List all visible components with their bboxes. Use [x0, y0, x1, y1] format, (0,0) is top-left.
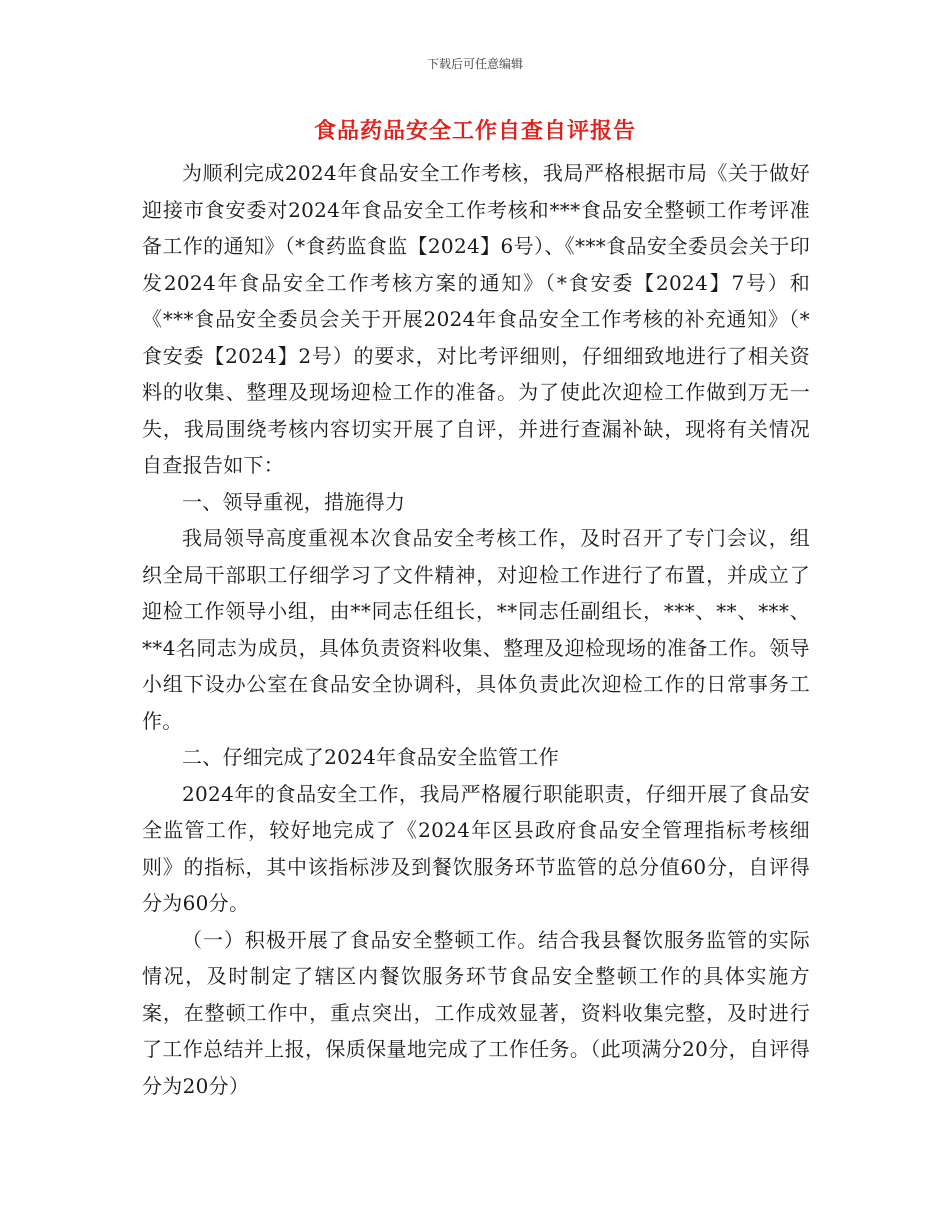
- document-title: 食品药品安全工作自查自评报告: [313, 118, 636, 144]
- paragraph-intro: 为顺利完成2024年食品安全工作考核，我局严格根据市局《关于做好迎接市食安委对2024年食品安全工作考核和***食品安全整顿工作考评准备工作的通知》（*食药监食监【2024】6号）、《***食品安全委员会关于印发2024年食品安全工作考核方案的通知》（*食安委【2024】7号）和《***食品安全委员会关于开展2024年食品安全工作考核的补充通知》（*食安委【2024】2号）的要求，对比考评细则，仔细细致地进行了相关资料的收集、整理及现场迎检工作的准备。为了使此次迎检工作做到万无一失，我局围绕考核内容切实开展了自评，并进行查漏补缺，现将有关情况自查报告如下：: [142, 161, 810, 477]
- header-note: 下载后可任意编辑: [426, 57, 523, 71]
- paragraph-rectification: （一）积极开展了食品安全整顿工作。结合我县餐饮服务监管的实际情况，及时制定了辖区内餐饮服务环节食品安全整顿工作的具体实施方案，在整顿工作中，重点突出，工作成效显著，资料收集完整，及时进行了工作总结并上报，保质保量地完成了工作任务。（此项满分20分，自评得分为20分）: [142, 927, 810, 1098]
- document-body: [142, 155, 810, 1104]
- paragraph-leadership: 我局领导高度重视本次食品安全考核工作，及时召开了专门会议，组织全局干部职工仔细学习了文件精神，对迎检工作进行了布置，并成立了迎检工作领导小组，由**同志任组长，**同志任副组长，***、**、***、**4名同志为成员，具体负责资料收集、整理及迎检现场的准备工作。领导小组下设办公室在食品安全协调科，具体负责此次迎检工作的日常事务工作。: [142, 526, 810, 733]
- section-heading-2: 二、仔细完成了2024年食品安全监管工作: [182, 745, 559, 769]
- section-heading-1: 一、领导重视，措施得力: [182, 489, 406, 514]
- paragraph-supervision: 2024年的食品安全工作，我局严格履行职能职责，仔细开展了食品安全监管工作，较好地完成了《2024年区县政府食品安全管理指标考核细则》的指标，其中该指标涉及到餐饮服务环节监管的总分值60分，自评得分为60分。: [142, 781, 810, 915]
